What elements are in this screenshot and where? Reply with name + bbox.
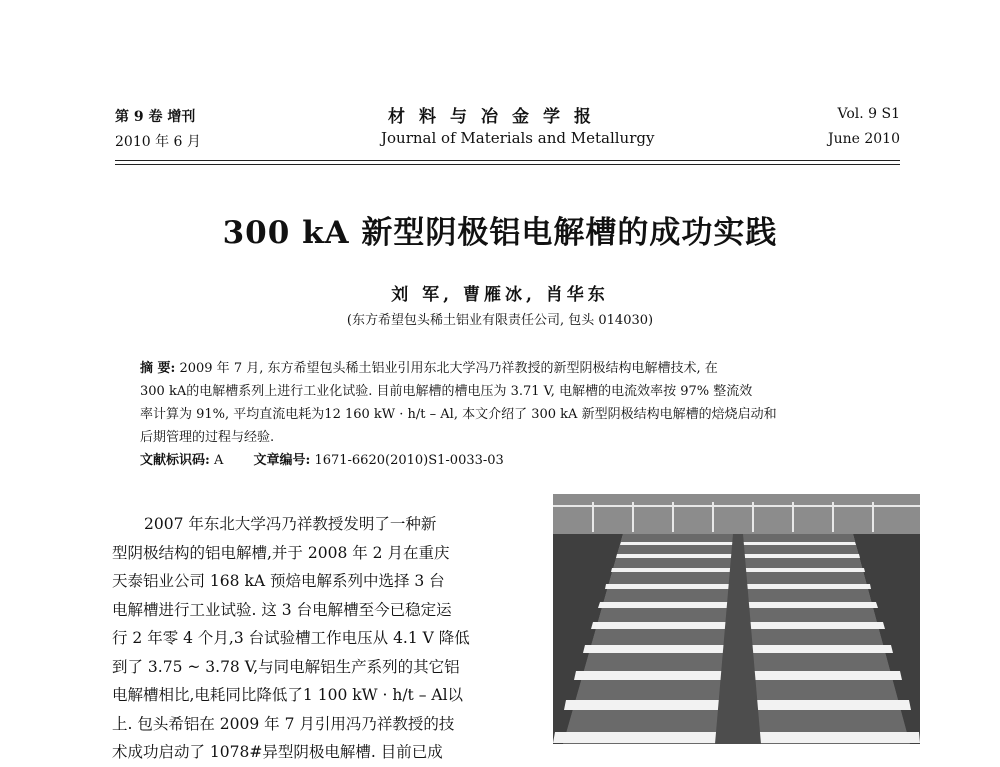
body-line: 2007 年东北大学冯乃祥教授发明了一种新 <box>144 515 437 533</box>
doc-code-value: A <box>213 453 224 468</box>
body-line: 到了 3.75 ~ 3.78 V,与同电解铝生产系列的其它铝 <box>112 657 460 676</box>
body-line: 行 2 年零 4 个月,3 台试验槽工作电压从 4.1 V 降低 <box>112 629 470 647</box>
journal-name-en: Journal of Materials and Metallurgy <box>381 129 655 147</box>
article-title: 300 kA 新型阴极铝电解槽的成功实践 <box>222 215 778 251</box>
abstract-line-1: 摘 要: 2009 年 7 月, 东方希望包头稀土铝业引用东北大学冯乃祥教授的新型阴极结构电解槽技术, 在 <box>140 361 718 376</box>
date-en: June 2010 <box>827 131 900 147</box>
abstract <box>140 357 880 472</box>
header-rule-bottom <box>115 164 900 165</box>
back-wall <box>553 494 920 534</box>
body-line: 术成功启动了 1078#异型阴极电解槽. 目前已成 <box>112 743 443 761</box>
abstract-line-3: 率计算为 91%, 平均直流电耗为12 160 kW · h/t – Al, 本文介绍了 300 kA 新型阴极结构电解槽的焙烧启动和 <box>140 407 777 422</box>
cell-photo <box>553 494 920 744</box>
doc-code-label: 文献标识码: <box>140 453 210 468</box>
volume-en: Vol. 9 S1 <box>837 106 900 122</box>
abstract-line-4: 后期管理的过程与经验. <box>140 430 275 445</box>
issue-date: 2010 年 6 月 <box>115 134 201 150</box>
body-line: 天泰铝业公司 168 kA 预焙电解系列中选择 3 台 <box>112 572 445 590</box>
abstract-label: 摘 要: <box>140 361 176 376</box>
body-column <box>112 510 507 767</box>
article-no-value: 1671-6620(2010)S1-0033-03 <box>314 453 504 468</box>
body-line: 型阴极结构的铝电解槽,并于 2008 年 2 月在重庆 <box>112 543 450 562</box>
authors: 刘 军, 曹雁冰, 肖华东 <box>391 285 609 305</box>
doc-identifiers <box>140 449 880 472</box>
body-line: 电解槽进行工业试验. 这 3 台电解槽至今已稳定运 <box>112 600 452 619</box>
body-line: 电解槽相比,电耗同比降低了1 100 kW · h/t – Al以 <box>112 686 464 704</box>
abstract-line-2: 300 kA的电解槽系列上进行工业化试验. 目前电解槽的槽电压为 3.71 V, 电解槽的电流效率按 97% 整流效 <box>140 384 753 399</box>
body-line: 上. 包头希铝在 2009 年 7 月引用冯乃祥教授的技 <box>112 714 455 733</box>
article-no-label: 文章编号: <box>253 453 311 468</box>
journal-name-cn: 材料与冶金学报 <box>388 107 605 127</box>
volume-issue: 第 9 卷 增刊 <box>115 109 196 125</box>
cell-photo-drawing <box>553 494 920 744</box>
header-rule-top <box>115 160 900 161</box>
affiliation: (东方希望包头稀土铝业有限责任公司, 包头 014030) <box>346 313 654 328</box>
